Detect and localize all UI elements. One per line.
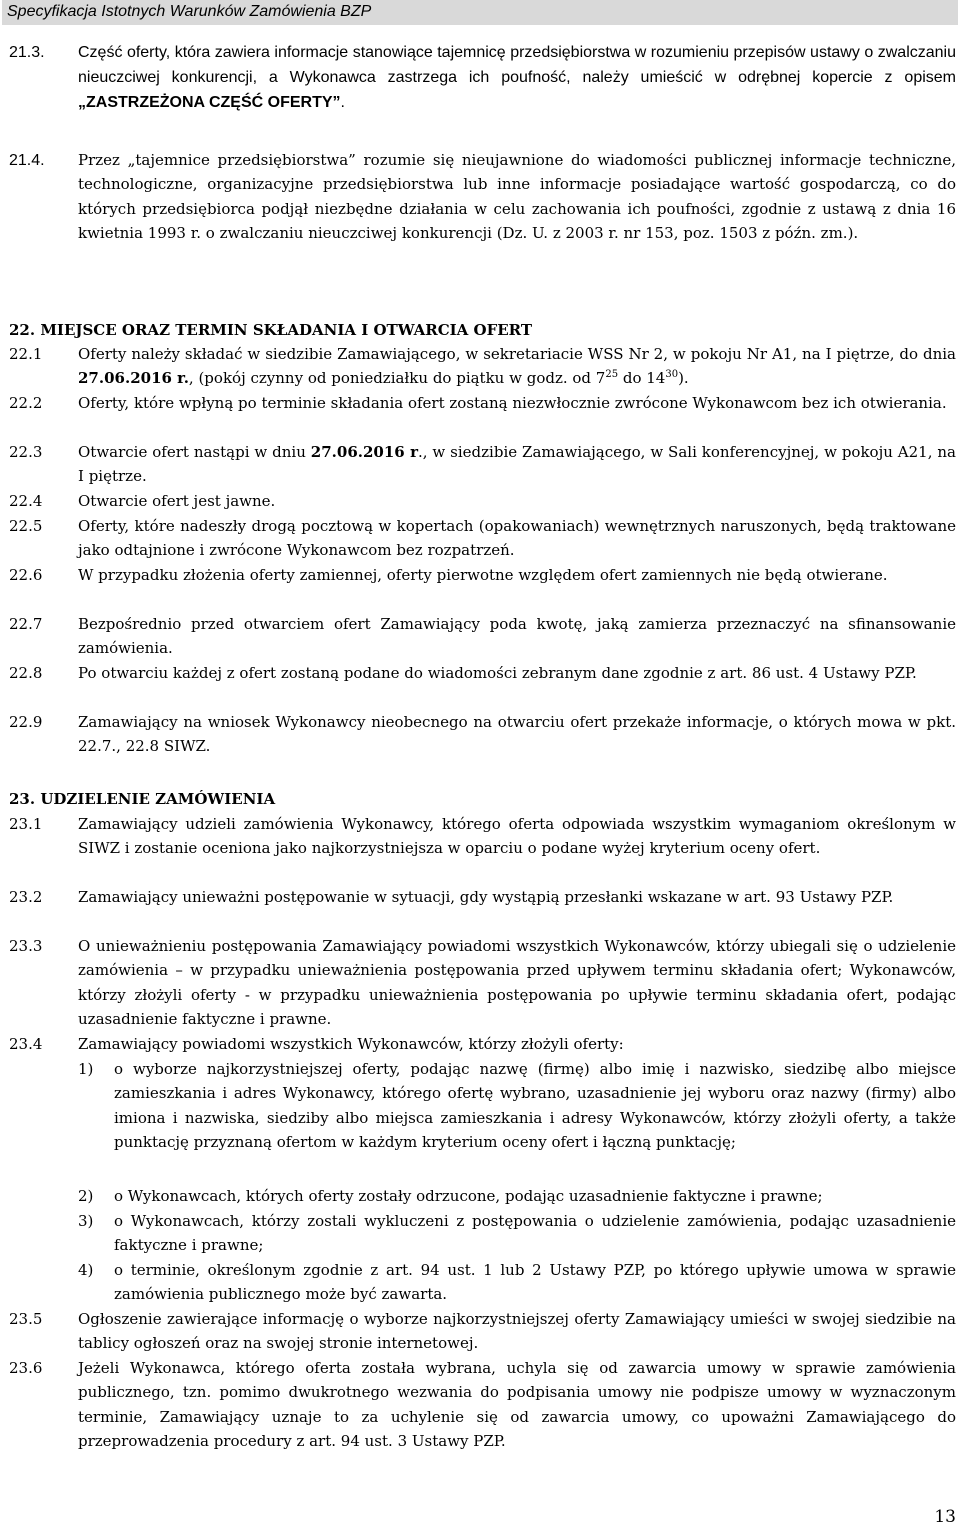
- paragraph-number: 22.8: [9, 664, 43, 682]
- paragraph-text: Jeżeli Wykonawca, którego oferta została wybrana, uchyla się od zawarcia umowy w sprawie zamówienia publicznego, tzn. pomimo dwukrotnego wezwania do podpisania umowy nie podpisze umowy w wyznaczonym terminie, Zamawiający uznaje to za uchylenie się od zawarcia umowy, co upoważni Zamawiającego do przeprowadzenia procedury z art. 94 ust. 3 Ustawy PZP.: [78, 1359, 956, 1451]
- list-item-text: o Wykonawcach, których oferty zostały odrzucone, podając uzasadnienie faktyczne i prawne;: [114, 1187, 823, 1205]
- paragraph-number: 23.3: [9, 937, 43, 955]
- paragraph-text: O unieważnieniu postępowania Zamawiający powiadomi wszystkich Wykonawców, którzy ubiegali się o udzielenie zamówienia – w przypadku unieważnienia postępowania przed upływem terminu składania ofert; Wykonawców, którzy złożyli oferty - w przypadku unieważnienia postępowania po upływie terminu składania ofert, podając uzasadnienie faktyczne i prawne.: [78, 937, 956, 1029]
- paragraph-number: 23.4: [9, 1035, 43, 1053]
- text-run: .: [340, 94, 345, 111]
- paragraph-text: Zamawiający unieważni postępowanie w sytuacji, gdy wystąpią przesłanki wskazane w art. 93 Ustawy PZP.: [78, 888, 894, 906]
- paragraph-number: 22.5: [9, 517, 43, 535]
- paragraph-text: Ogłoszenie zawierające informację o wyborze najkorzystniejszej oferty Zamawiający umieści w swojej siedzibie na tablicy ogłoszeń oraz na swojej stronie internetowej.: [78, 1310, 956, 1353]
- text-run: Otwarcie ofert nastąpi w dniu: [78, 443, 311, 461]
- paragraph-text: Zamawiający udzieli zamówienia Wykonawcy, którego oferta odpowiada wszystkim wymaganiom określonym w SIWZ i zostanie oceniona jako najkorzystniejsza w oparciu o podane wyżej kryterium oceny ofert.: [78, 815, 956, 858]
- paragraph-text: [78, 40, 956, 115]
- paragraph-text: Przez „tajemnice przedsiębiorstwa” rozumie się nieujawnione do wiadomości publicznej informacje techniczne, technologiczne, organizacyjne przedsiębiorstwa lub inne informacje posiadające wartość gospodarczą, co do których przedsiębiorca podjął niezbędne działania w celu zachowania ich poufności, zgodnie z ustawą z dnia 16 kwietnia 1993 r. o zwalczaniu nieuczciwej konkurencji (Dz. U. z 2003 r. nr 153, poz. 1503 z późn. zm.).: [78, 151, 956, 243]
- text-run: do 14: [618, 369, 666, 388]
- paragraph-number: 21.3.: [9, 44, 45, 61]
- paragraph-number: 22.7: [9, 615, 43, 633]
- section-heading: 23. UDZIELENIE ZAMÓWIENIA: [9, 790, 276, 808]
- paragraph-number: 21.4.: [9, 152, 45, 169]
- paragraph-text: Oferty, które nadeszły drogą pocztową w kopertach (opakowaniach) wewnętrznych naruszonych, będą traktowane jako odtajnione i zwrócone Wykonawcom bez rozpatrzeń.: [78, 517, 956, 560]
- paragraph-number: 23.1: [9, 815, 43, 833]
- text-run: Część oferty, która zawiera informacje stanowiące tajemnicę przedsiębiorstwa w rozumieniu przepisów ustawy o zwalczaniu nieuczciwej konkurencji, a Wykonawca zastrzega ich poufność, należy umieścić w odrębnej kopercie z opisem: [78, 44, 956, 86]
- paragraph-text: Otwarcie ofert jest jawne.: [78, 492, 276, 510]
- superscript: 30: [665, 369, 679, 381]
- paragraph-number: 22.1: [9, 345, 43, 363]
- paragraph-number: 22.9: [9, 713, 43, 731]
- text-run: ., w siedzibie Zamawiającego, w Sali konferencyjnej, w pokoju A21, na I piętrze.: [78, 443, 956, 486]
- list-item-text: o Wykonawcach, którzy zostali wykluczeni z postępowania o udzielenie zamówienia, podając uzasadnienie faktyczne i prawne;: [114, 1212, 956, 1255]
- text-run: Oferty należy składać w siedzibie Zamawiającego, w sekretariacie WSS Nr 2, w pokoju Nr A1, na I piętrze, do dnia: [78, 345, 956, 363]
- paragraph-text: [78, 440, 956, 489]
- paragraph-text: Oferty, które wpłyną po terminie składania ofert zostaną niezwłocznie zwrócone Wykonawcom bez ich otwierania.: [78, 394, 947, 412]
- paragraph-text: Zamawiający powiadomi wszystkich Wykonawców, którzy złożyli oferty:: [78, 1035, 624, 1053]
- list-item-text: o wyborze najkorzystniejszej oferty, podając nazwę (firmę) albo imię i nazwisko, siedzibę albo miejsce zamieszkania i adres Wykonawcy, którego ofertę wybrano, uzasadnienie jej wyboru oraz nazwy (firmy) albo imiona i nazwiska, siedziby albo miejsca zamieszkania i adresy Wykonawców, którzy złożyli oferty, a także punktację przyznaną ofertom w każdym kryterium oceny ofert i łączną punktację;: [114, 1060, 956, 1152]
- opening-date: 27.06.2016 r: [310, 443, 418, 461]
- list-item-number: 2): [78, 1187, 94, 1205]
- page-header: [2, 0, 958, 25]
- paragraph-number: 23.6: [9, 1359, 43, 1377]
- list-item-number: 4): [78, 1261, 94, 1279]
- paragraph-number: 23.5: [9, 1310, 43, 1328]
- section-heading: 22. MIEJSCE ORAZ TERMIN SKŁADANIA I OTWARCIA OFERT: [9, 321, 533, 339]
- paragraph-text: [78, 342, 956, 391]
- list-item-text: o terminie, określonym zgodnie z art. 94 ust. 1 lub 2 Ustawy PZP, po którego upływie umowa w sprawie zamówienia publicznego może być zawarta.: [114, 1261, 956, 1304]
- paragraph-number: 22.2: [9, 394, 43, 412]
- paragraph-number: 23.2: [9, 888, 43, 906]
- list-item-number: 1): [78, 1060, 94, 1078]
- deadline-date: 27.06.2016 r.: [78, 369, 189, 388]
- superscript: 25: [605, 369, 619, 381]
- page-number: 13: [934, 1507, 956, 1527]
- paragraph-text: Po otwarciu każdej z ofert zostaną podane do wiadomości zebranym dane zgodnie z art. 86 ust. 4 Ustawy PZP.: [78, 664, 917, 682]
- list-item-number: 3): [78, 1212, 94, 1230]
- text-run: ).: [678, 369, 689, 388]
- text-run: , (pokój czynny od poniedziałku do piątku w godz. od 7: [188, 369, 606, 388]
- paragraph-text: W przypadku złożenia oferty zamiennej, oferty pierwotne względem ofert zamiennych nie będą otwierane.: [78, 566, 888, 584]
- paragraph-number: 22.6: [9, 566, 43, 584]
- reserved-label: „ZASTRZEŻONA CZĘŚĆ OFERTY”: [78, 94, 341, 111]
- document-title: Specyfikacja Istotnych Warunków Zamówienia BZP: [7, 3, 372, 20]
- paragraph-number: 22.4: [9, 492, 43, 510]
- paragraph-text: Zamawiający na wniosek Wykonawcy nieobecnego na otwarciu ofert przekaże informacje, o których mowa w pkt. 22.7., 22.8 SIWZ.: [78, 713, 956, 756]
- paragraph-text: Bezpośrednio przed otwarciem ofert Zamawiający poda kwotę, jaką zamierza przeznaczyć na sfinansowanie zamówienia.: [78, 615, 956, 658]
- paragraph-number: 22.3: [9, 443, 43, 461]
